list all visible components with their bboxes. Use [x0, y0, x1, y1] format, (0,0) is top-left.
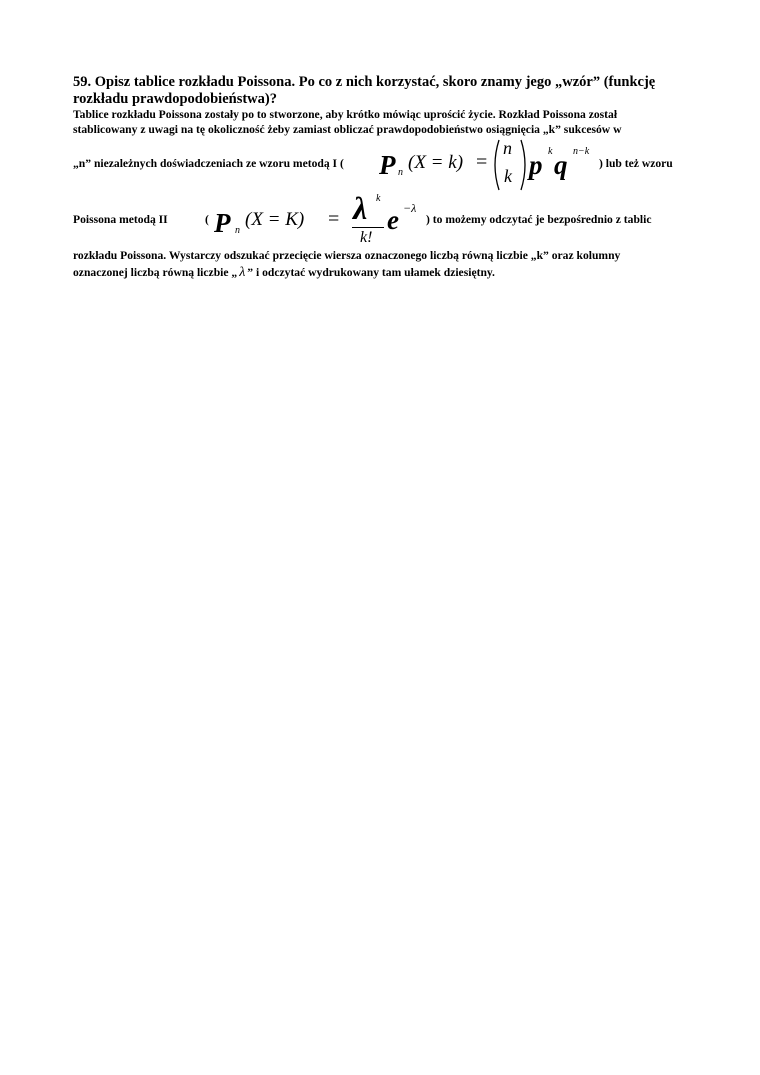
answer-line-3-suffix: ) lub też wzoru	[599, 157, 673, 170]
formula-P: P	[214, 208, 231, 238]
answer-line-6-suffix: ” i odczytać wydrukowany tam ułamek dziesiętny.	[247, 266, 495, 279]
formula-P: P	[379, 150, 396, 180]
answer-line-2: stablicowany z uwagi na tę okoliczność żeby zamiast obliczać prawdopodobieństwo osiągnięcia „k” sukcesów w	[73, 123, 622, 136]
answer-line-4-suffix: ) to możemy odczytać je bezpośrednio z tablic	[426, 213, 652, 226]
formula-lambda: λ	[353, 190, 368, 226]
lambda-symbol: λ	[239, 265, 246, 280]
formula-args: (X = K)	[245, 209, 305, 230]
answer-line-4-open: (	[205, 213, 209, 226]
binomial-top: n	[503, 138, 512, 158]
binomial-formula	[376, 138, 596, 192]
question-heading	[73, 74, 713, 108]
answer-line-3-prefix: „n” niezależnych doświadczeniach ze wzoru metodą I (	[73, 157, 344, 170]
binomial-bottom: k	[504, 166, 512, 186]
heading-line-1: 59. Opisz tablice rozkładu Poissona. Po co z nich korzystać, skoro znamy jego „wzór” (funkcję	[73, 74, 656, 90]
formula-args: (X = k)	[408, 152, 464, 173]
heading-line-2: rozkładu prawdopodobieństwa)?	[73, 91, 277, 107]
formula-p-exponent: k	[548, 146, 553, 157]
answer-line-5: rozkładu Poissona. Wystarczy odszukać przecięcie wiersza oznaczonego liczbą równą liczbie „k” oraz kolumny	[73, 249, 621, 262]
formula-denominator: k!	[360, 229, 373, 246]
formula-q-exponent: n−k	[573, 146, 590, 157]
answer-line-4-prefix: Poissona metodą II	[73, 213, 168, 226]
formula-q: q	[554, 150, 568, 180]
answer-line-6-prefix: oznaczonej liczbą równą liczbie „	[73, 266, 238, 279]
formula-e-exponent: −λ	[403, 201, 417, 215]
formula-p: p	[529, 150, 543, 180]
formula-e: e	[387, 205, 399, 235]
formula-lambda-exponent: k	[376, 193, 381, 204]
formula-equals: =	[476, 151, 488, 173]
formula-equals: =	[328, 208, 340, 230]
formula-P-subscript: n	[398, 167, 403, 178]
answer-line-6	[73, 266, 495, 280]
answer-line-1: Tablice rozkładu Poissona zostały po to stworzone, aby krótko mówiąc uprościć życie. Rozkład Poissona został	[73, 108, 618, 121]
poisson-formula	[214, 192, 430, 248]
formula-P-subscript: n	[235, 225, 240, 236]
